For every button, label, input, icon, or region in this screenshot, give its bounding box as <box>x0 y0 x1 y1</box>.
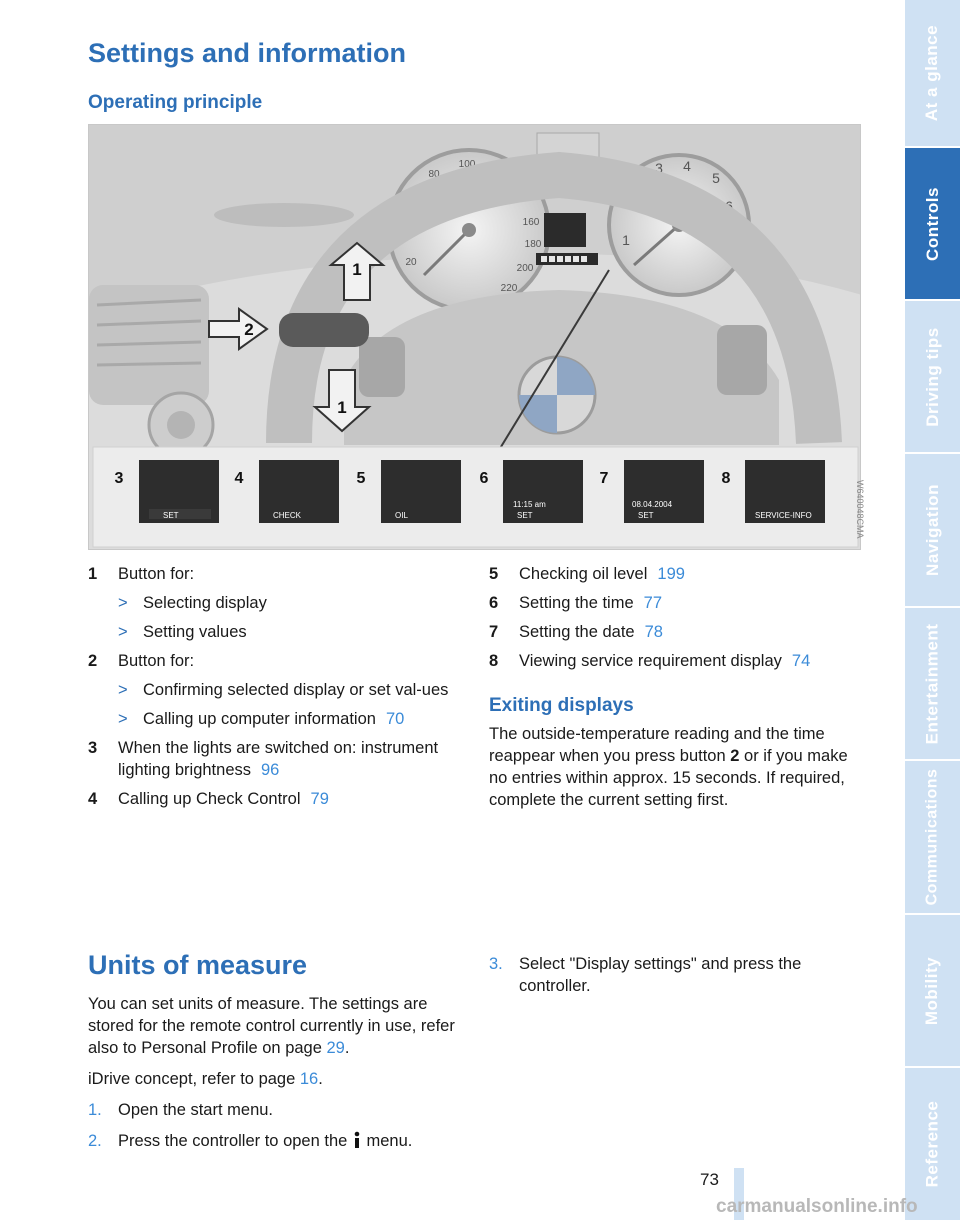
page-ref-link[interactable]: 199 <box>657 565 685 583</box>
vent-top <box>214 203 354 227</box>
exiting-displays-text <box>489 723 864 820</box>
legend-item-4 <box>88 788 468 810</box>
svg-text:220: 220 <box>500 283 518 294</box>
svg-text:80: 80 <box>428 169 440 180</box>
legend-text: Calling up Check Control <box>118 790 301 808</box>
dashboard-illustration <box>88 124 861 550</box>
legend-number: 6 <box>489 594 499 612</box>
svg-text:20: 20 <box>405 257 417 268</box>
units-right-column <box>489 953 865 1006</box>
legend-text: Viewing service requirement display <box>519 652 782 670</box>
paragraph-text: or if you make no entries within approx. 15 seconds. If required, complete the current setting first. <box>489 747 848 809</box>
legend-number: 8 <box>489 652 499 670</box>
display-example-6 <box>503 460 583 523</box>
svg-text:CHECK: CHECK <box>273 511 302 520</box>
tab-label: Driving tips <box>922 326 942 427</box>
tab-label: Navigation <box>922 484 942 576</box>
legend-subitem <box>118 621 468 643</box>
svg-text:OIL: OIL <box>395 511 408 520</box>
legend-text: Button for: <box>118 652 195 670</box>
legend-number: 5 <box>489 565 499 583</box>
tab-label: At a glance <box>922 24 942 122</box>
legend-subitem <box>118 708 468 730</box>
step-number: 1. <box>88 1101 102 1119</box>
svg-text:60: 60 <box>407 193 419 204</box>
tab-label: Communications <box>923 768 941 906</box>
legend-item-8 <box>489 650 869 672</box>
button-ref: 2 <box>730 747 740 765</box>
svg-text:1: 1 <box>337 398 347 417</box>
page-ref-link[interactable]: 77 <box>643 594 663 612</box>
paragraph-text: iDrive concept, refer to page <box>88 1070 300 1088</box>
tab-driving-tips[interactable] <box>905 301 960 454</box>
svg-text:08.04.2004: 08.04.2004 <box>632 500 673 509</box>
legend-subitem <box>118 679 468 701</box>
units-left-column <box>88 993 464 1161</box>
svg-text:7: 7 <box>723 228 731 244</box>
svg-text:2: 2 <box>244 320 254 339</box>
center-display <box>544 213 586 247</box>
step-number: 2. <box>88 1132 102 1150</box>
tab-label: Reference <box>922 1100 942 1188</box>
step-text: Open the start menu. <box>118 1101 274 1119</box>
tab-label: Entertainment <box>922 623 942 744</box>
watermark: carmanualsonline.info <box>716 1196 918 1217</box>
tab-label: Mobility <box>922 956 942 1025</box>
legend-item-5 <box>489 563 869 585</box>
step-2 <box>88 1130 464 1152</box>
display-example-3 <box>139 460 219 523</box>
step-text: Press the controller to open the <box>118 1132 352 1150</box>
legend-item-7 <box>489 621 869 643</box>
legend-number: 7 <box>489 623 499 641</box>
punctuation: . <box>344 1039 350 1057</box>
legend-text: When the lights are switched on: instrument lighting brightness <box>118 739 439 779</box>
display-example-8 <box>745 460 825 523</box>
svg-text:5: 5 <box>712 170 720 186</box>
turn-signal-stalk <box>279 313 369 347</box>
svg-text:SET: SET <box>517 511 533 520</box>
tab-controls[interactable] <box>905 148 960 301</box>
svg-text:6: 6 <box>725 198 733 214</box>
subitem-text: Setting values <box>143 623 247 641</box>
page-ref-link[interactable]: 16 <box>299 1070 319 1088</box>
page-title: Settings and information <box>88 38 407 68</box>
step-1 <box>88 1099 464 1121</box>
step-text: menu. <box>361 1132 413 1150</box>
page-ref-link[interactable]: 78 <box>644 623 663 641</box>
legend-item-2 <box>88 650 468 672</box>
tab-at-a-glance[interactable] <box>905 0 960 148</box>
svg-text:7: 7 <box>599 470 609 487</box>
svg-text:6: 6 <box>479 470 489 487</box>
legend-text: Button for: <box>118 565 195 583</box>
page-ref-link[interactable]: 74 <box>791 652 811 670</box>
section-heading-operating-principle: Operating principle <box>88 92 263 113</box>
paragraph-text: The outside-temperature reading and the time reappear when you press button <box>489 725 825 765</box>
legend-right-column <box>489 563 869 679</box>
svg-text:SET: SET <box>163 511 179 520</box>
step-text: Select "Display settings" and press the controller. <box>519 955 802 995</box>
arrow-marker: > <box>118 623 128 641</box>
legend-item-6 <box>489 592 869 614</box>
page-ref-link[interactable]: 79 <box>310 790 329 808</box>
svg-text:SERVICE-INFO: SERVICE-INFO <box>755 511 812 520</box>
tab-label: Controls <box>922 186 942 261</box>
svg-text:40: 40 <box>399 225 411 236</box>
svg-text:2: 2 <box>630 180 638 196</box>
arrow-marker: > <box>118 710 128 728</box>
figure-code: W640048CMA <box>855 480 865 539</box>
svg-text:160: 160 <box>522 217 540 228</box>
tab-mobility[interactable] <box>905 915 960 1068</box>
wheel-buttons-left <box>359 337 405 397</box>
svg-text:140: 140 <box>512 191 530 202</box>
page-ref-link[interactable]: 70 <box>385 710 405 728</box>
arrow-marker: > <box>118 594 128 612</box>
svg-text:100: 100 <box>458 159 476 170</box>
display-example-7 <box>624 460 704 523</box>
section-heading-exiting-displays: Exiting displays <box>489 695 634 716</box>
legend-text: Checking oil level <box>519 565 648 583</box>
svg-text:SET: SET <box>638 511 654 520</box>
subitem-text: Calling up computer information <box>143 710 376 728</box>
subitem-text: Selecting display <box>143 594 267 612</box>
svg-text:1: 1 <box>622 232 630 248</box>
svg-text:3: 3 <box>114 470 124 487</box>
svg-text:4: 4 <box>683 158 691 174</box>
svg-text:8: 8 <box>721 470 731 487</box>
chapter-sidebar <box>905 0 960 1220</box>
tab-navigation[interactable] <box>905 454 960 608</box>
svg-text:3: 3 <box>655 160 663 176</box>
page-number: 73 <box>700 1170 719 1189</box>
section-title-units: Units of measure <box>88 950 308 980</box>
tab-communications[interactable] <box>905 761 960 915</box>
svg-text:4: 4 <box>234 470 244 487</box>
step-3 <box>489 953 865 997</box>
legend-item-3 <box>88 737 468 781</box>
legend-text: Setting the time <box>519 594 634 612</box>
svg-text:200: 200 <box>516 263 534 274</box>
page-ref-link[interactable]: 29 <box>326 1039 345 1057</box>
svg-text:1: 1 <box>352 260 362 279</box>
svg-text:180: 180 <box>524 239 542 250</box>
info-icon <box>352 1131 362 1149</box>
svg-text:120: 120 <box>490 169 508 180</box>
svg-text:11:15 am: 11:15 am <box>513 500 546 509</box>
arrow-marker: > <box>118 681 128 699</box>
legend-number: 2 <box>88 652 98 670</box>
legend-subitem <box>118 592 468 614</box>
legend-left-column <box>88 563 468 817</box>
punctuation: . <box>318 1070 323 1088</box>
legend-number: 3 <box>88 739 98 757</box>
legend-number: 1 <box>88 565 98 583</box>
tab-entertainment[interactable] <box>905 608 960 761</box>
legend-text: Setting the date <box>519 623 635 641</box>
svg-text:5: 5 <box>356 470 366 487</box>
step-number: 3. <box>489 955 503 973</box>
subitem-text: Confirming selected display or set val-ues <box>143 681 449 699</box>
page-ref-link[interactable]: 96 <box>261 761 280 779</box>
paragraph-text: You can set units of measure. The settings are stored for the remote control currently in use, refer also to Personal Profile on page <box>88 995 455 1057</box>
display-example-4 <box>259 460 339 523</box>
legend-item-1 <box>88 563 468 585</box>
wheel-buttons-right <box>717 325 767 395</box>
display-example-5 <box>381 460 461 523</box>
legend-number: 4 <box>88 790 98 808</box>
